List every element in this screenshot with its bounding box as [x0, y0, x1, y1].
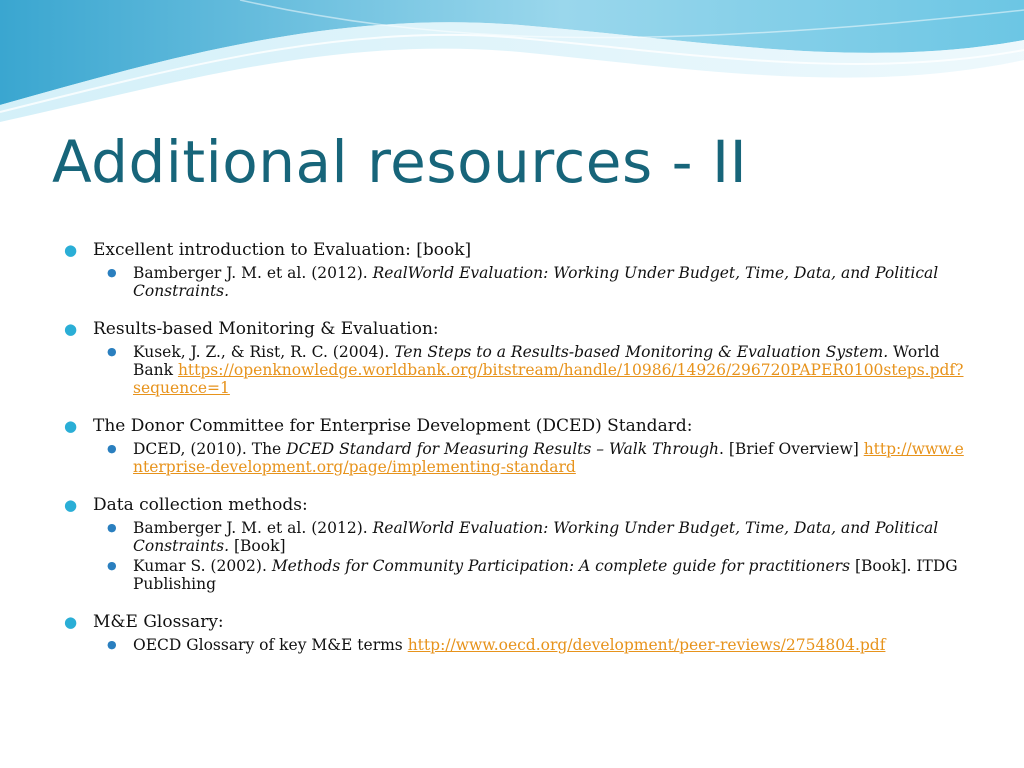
section-heading — [64, 240, 964, 261]
reference-title: DCED Standard for Measuring Results – Walk Through — [286, 440, 720, 458]
reference-text: DCED, (2010). The — [133, 440, 287, 458]
reference-item — [64, 636, 964, 654]
reference-title: Methods for Community Participation: A complete guide for practitioners — [271, 557, 851, 575]
bullet-icon: ● — [64, 613, 78, 631]
reference-link[interactable]: https://openknowledge.worldbank.org/bitstream/handle/10986/14926/296720PAPER0100steps.pdf?sequence=1 — [133, 361, 964, 397]
bullet-icon: ● — [64, 320, 78, 338]
reference-text: Bamberger J. M. et al. (2012). — [133, 519, 373, 537]
section-heading — [64, 416, 964, 437]
bullet-icon: ● — [107, 559, 117, 572]
bullet-icon: ● — [107, 638, 117, 651]
section-heading-text: Excellent introduction to Evaluation: [book] — [93, 240, 472, 260]
reference-item — [64, 440, 964, 476]
section-heading — [64, 612, 964, 633]
resource-section — [64, 416, 964, 476]
section-heading-text: The Donor Committee for Enterprise Development (DCED) Standard: — [93, 416, 693, 436]
bullet-icon: ● — [107, 266, 117, 279]
section-heading — [64, 495, 964, 516]
reference-text: Kusek, J. Z., & Rist, R. C. (2004). — [133, 343, 395, 361]
section-heading-text: Results-based Monitoring & Evaluation: — [93, 319, 439, 339]
reference-item — [64, 343, 964, 397]
resource-list — [64, 240, 964, 673]
bullet-icon: ● — [107, 345, 117, 358]
resource-section — [64, 495, 964, 593]
reference-text: [Book] — [229, 537, 286, 555]
reference-title: Ten Steps to a Results-based Monitoring & Evaluation System. — [394, 343, 889, 361]
resource-section — [64, 240, 964, 300]
bullet-icon: ● — [107, 521, 117, 534]
reference-text: Kumar S. (2002). — [133, 557, 272, 575]
reference-text: Bamberger J. M. et al. (2012). — [133, 264, 373, 282]
reference-item — [64, 264, 964, 300]
reference-item — [64, 519, 964, 555]
header-wave-decoration — [0, 0, 1024, 130]
reference-title: RealWorld Evaluation: Working Under Budget, Time, Data, and Political Constraints. — [133, 519, 939, 555]
section-heading-text: M&E Glossary: — [93, 612, 224, 632]
section-heading-text: Data collection methods: — [93, 495, 308, 515]
bullet-icon: ● — [64, 241, 78, 259]
reference-text: World Bank — [133, 343, 940, 379]
bullet-icon: ● — [107, 442, 117, 455]
slide-title: Additional resources - II — [52, 128, 748, 196]
reference-link[interactable]: http://www.oecd.org/development/peer-reviews/2754804.pdf — [407, 636, 886, 654]
reference-text: [Book]. ITDG Publishing — [133, 557, 958, 593]
section-heading — [64, 319, 964, 340]
bullet-icon: ● — [64, 417, 78, 435]
bullet-icon: ● — [64, 496, 78, 514]
resource-section — [64, 319, 964, 397]
reference-text: OECD Glossary of key M&E terms — [133, 636, 408, 654]
reference-item — [64, 557, 964, 593]
reference-link[interactable]: http://www.enterprise-development.org/page/implementing-standard — [133, 440, 964, 476]
reference-title: RealWorld Evaluation: Working Under Budget, Time, Data, and Political Constraints. — [133, 264, 939, 300]
resource-section — [64, 612, 964, 654]
reference-text: . [Brief Overview] — [719, 440, 864, 458]
